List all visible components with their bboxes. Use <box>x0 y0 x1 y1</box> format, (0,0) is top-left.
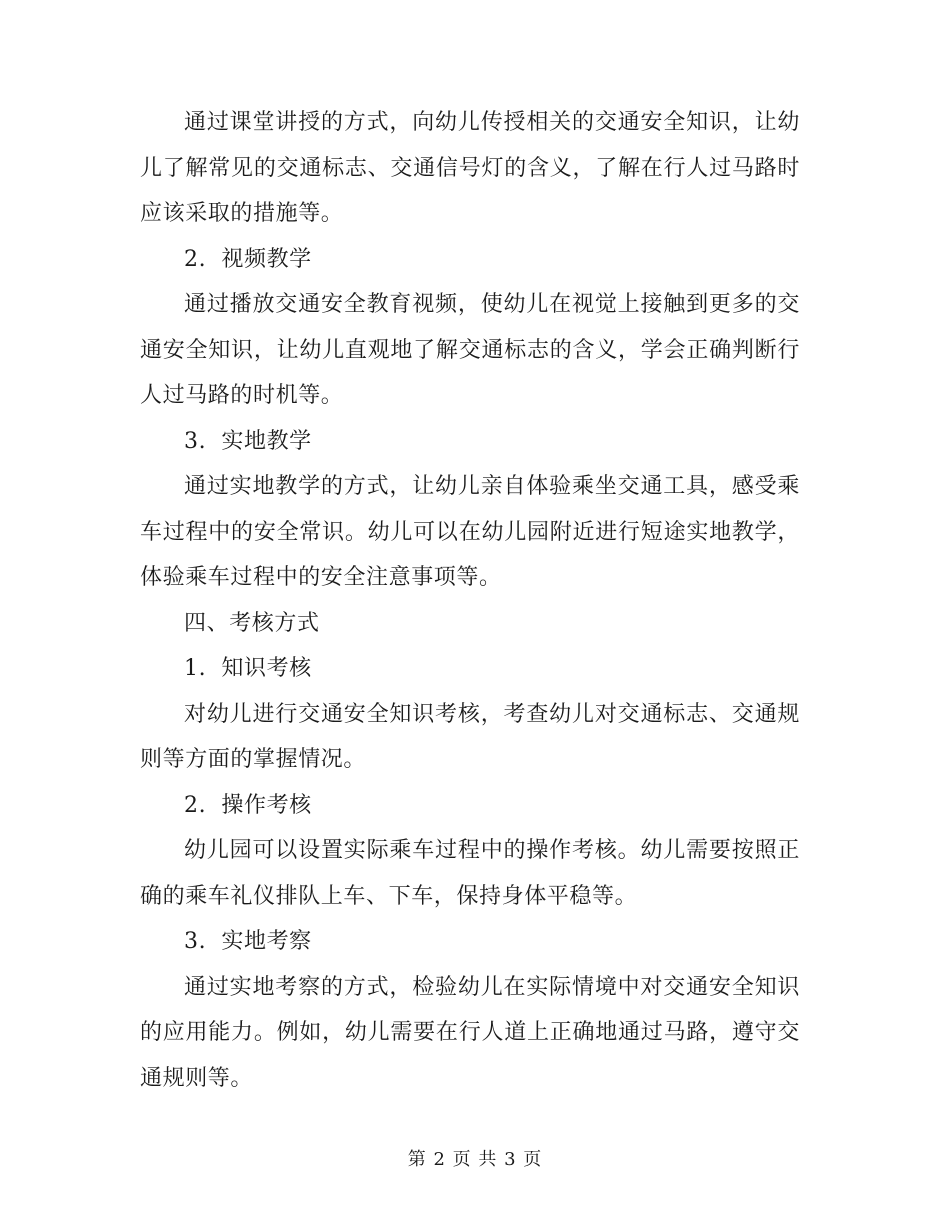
heading-field-inspection: 3. 实地考察 <box>184 929 312 954</box>
paragraph-classroom-teaching: 通过课堂讲授的方式，向幼儿传授相关的交通安全知识，让幼儿了解常见的交通标志、交通信号灯的含义，了解在行人过马路时应该采取的措施等。 <box>140 110 800 226</box>
heading-field-teaching: 3. 实地教学 <box>184 428 312 454</box>
paragraph-field-teaching: 通过实地教学的方式，让幼儿亲自体验乘坐交通工具，感受乘车过程中的安全常识。幼儿可以在幼儿园附近进行短途实地教学，体验乘车过程中的安全注意事项等。 <box>140 474 800 590</box>
paragraph-field-inspection: 通过实地考察的方式，检验幼儿在实际情境中对交通安全知识的应用能力。例如，幼儿需要在行人道上正确地通过马路，遵守交通规则等。 <box>140 974 800 1091</box>
paragraph-video-teaching: 通过播放交通安全教育视频，使幼儿在视觉上接触到更多的交通安全知识，让幼儿直观地了解交通标志的含义，学会正确判断行人过马路的时机等。 <box>140 292 800 408</box>
heading-video-teaching: 2. 视频教学 <box>184 246 312 272</box>
heading-operation-assessment: 2. 操作考核 <box>184 792 312 818</box>
heading-assessment-methods: 四、考核方式 <box>184 610 320 636</box>
page-number-footer: 第 2 页 共 3 页 <box>407 1149 543 1170</box>
paragraph-knowledge-assessment: 对幼儿进行交通安全知识考核，考查幼儿对交通标志、交通规则等方面的掌握情况。 <box>140 701 800 772</box>
paragraph-operation-assessment: 幼儿园可以设置实际乘车过程中的操作考核。幼儿需要按照正确的乘车礼仪排队上车、下车，保持身体平稳等。 <box>140 838 800 909</box>
document-body <box>140 100 800 1101</box>
heading-knowledge-assessment: 1. 知识考核 <box>184 656 312 681</box>
